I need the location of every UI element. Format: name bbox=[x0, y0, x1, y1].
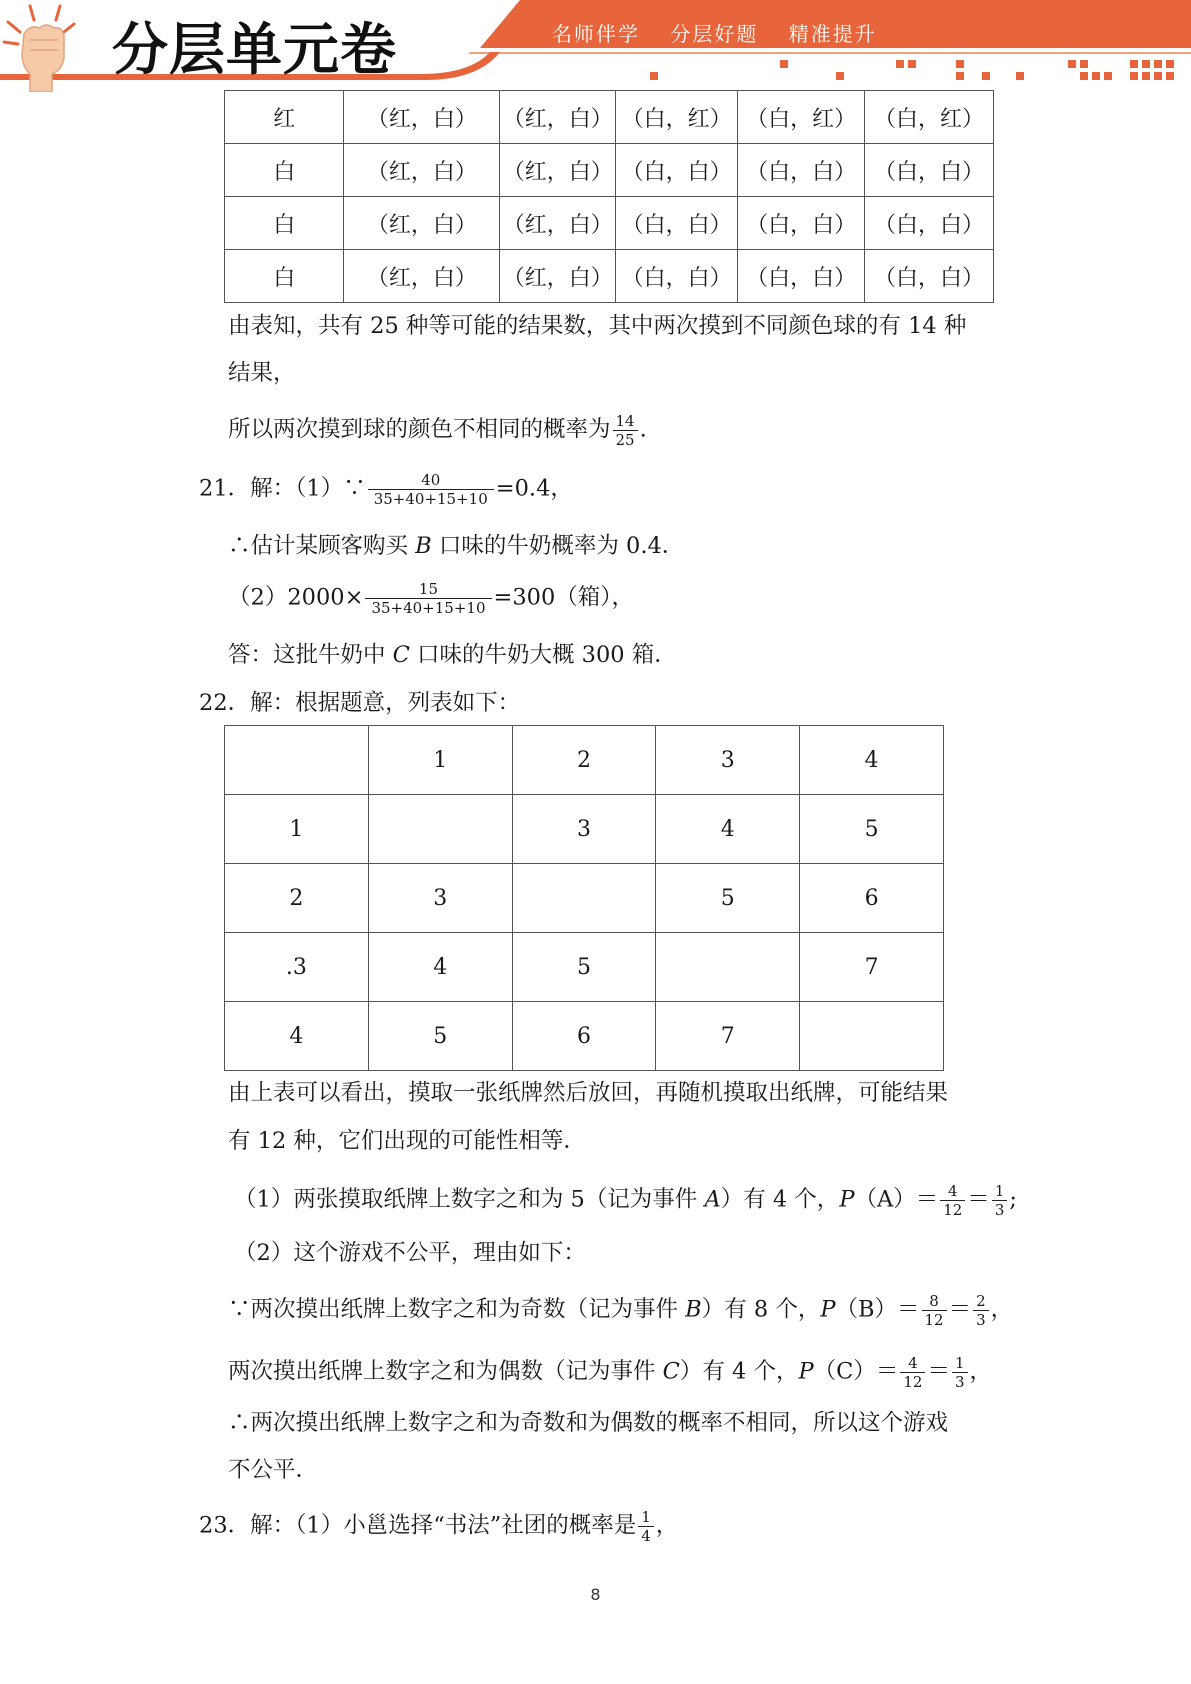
fraction-numerator: 4 bbox=[900, 1354, 925, 1373]
table-cell: （白，红） bbox=[738, 91, 865, 144]
fraction-numerator: 40 bbox=[368, 471, 494, 490]
fraction-denominator: 12 bbox=[903, 1373, 923, 1391]
fraction-numerator: 1 bbox=[952, 1354, 968, 1373]
fraction bbox=[365, 580, 491, 617]
fraction bbox=[900, 1354, 925, 1391]
table-cell: 6 bbox=[512, 1002, 656, 1071]
fraction-denominator: 4 bbox=[641, 1527, 651, 1545]
text-span: ＝ bbox=[948, 1296, 972, 1323]
text-span: ; bbox=[1009, 1186, 1017, 1213]
table-cell bbox=[225, 726, 369, 795]
variable: A bbox=[704, 1186, 721, 1213]
table-cell: （白，白） bbox=[738, 197, 865, 250]
fraction bbox=[922, 1292, 947, 1329]
table-cell: （红，白） bbox=[344, 197, 500, 250]
text-span: ）有 4 个， bbox=[720, 1186, 840, 1213]
slogan-item: 精准提升 bbox=[788, 22, 877, 46]
outcome-table-colors bbox=[224, 90, 994, 303]
table-cell bbox=[512, 864, 656, 933]
text-span: ＝ bbox=[927, 1358, 950, 1385]
text-span: ∵两次摸出纸牌上数字之和为奇数（记为事件 bbox=[228, 1296, 686, 1323]
table-cell: （白，白） bbox=[616, 250, 738, 303]
table-cell: （红，白） bbox=[500, 250, 616, 303]
page-header bbox=[0, 0, 1191, 92]
fraction bbox=[613, 412, 638, 449]
table-cell: 2 bbox=[512, 726, 656, 795]
paragraph: 不公平． bbox=[228, 1457, 319, 1483]
fraction bbox=[992, 1182, 1008, 1219]
table-cell: 红 bbox=[225, 91, 344, 144]
text-span: （B）＝ bbox=[835, 1296, 920, 1323]
table-row bbox=[225, 864, 944, 933]
text-span: （1）两张摸取纸牌上数字之和为 5（记为事件 bbox=[234, 1186, 705, 1213]
text-span: . bbox=[639, 416, 647, 443]
table-cell: 4 bbox=[656, 795, 800, 864]
variable: P bbox=[798, 1358, 814, 1385]
page-number: 8 bbox=[590, 1585, 601, 1604]
paragraph: 有 12 种，它们出现的可能性相等． bbox=[228, 1128, 586, 1154]
table-cell: 4 bbox=[800, 726, 944, 795]
text-span: 所以两次摸到球的颜色不相同的概率为 bbox=[228, 416, 611, 443]
table-row bbox=[225, 933, 944, 1002]
table-cell: （红，白） bbox=[344, 91, 500, 144]
variable: C bbox=[392, 642, 410, 668]
fraction bbox=[973, 1292, 989, 1329]
text-span: ， bbox=[969, 1358, 993, 1385]
paragraph: （2）这个游戏不公平，理由如下： bbox=[234, 1240, 586, 1266]
table-cell: 1 bbox=[225, 795, 369, 864]
text-span: 答：这批牛奶中 bbox=[228, 642, 393, 668]
table-row bbox=[225, 91, 994, 144]
fraction-denominator: 12 bbox=[924, 1311, 944, 1329]
fraction bbox=[952, 1354, 968, 1391]
brand-title: 分层单元卷 bbox=[112, 18, 397, 83]
table-cell: （白，红） bbox=[616, 91, 738, 144]
table-cell: 3 bbox=[368, 864, 512, 933]
text-span: =300（箱）， bbox=[493, 584, 635, 611]
table-cell: 7 bbox=[656, 1002, 800, 1071]
table-cell: 6 bbox=[800, 864, 944, 933]
paragraph bbox=[228, 1354, 992, 1391]
fraction-numerator: 4 bbox=[940, 1182, 965, 1201]
table-cell: （白，白） bbox=[865, 250, 994, 303]
fraction-numerator: 8 bbox=[922, 1292, 947, 1311]
question-23-line bbox=[199, 1508, 678, 1545]
table-cell: 5 bbox=[368, 1002, 512, 1071]
text-span: （A）＝ bbox=[854, 1186, 939, 1213]
variable: C bbox=[662, 1358, 680, 1385]
table-cell: 白 bbox=[225, 197, 344, 250]
table-cell: （红，白） bbox=[500, 91, 616, 144]
paragraph bbox=[228, 640, 677, 670]
slogan-item: 名师伴学 bbox=[552, 22, 640, 46]
table-cell: （白，白） bbox=[616, 144, 738, 197]
table-cell: （红，白） bbox=[500, 144, 616, 197]
table-cell: （红，白） bbox=[500, 197, 616, 250]
fraction-numerator: 1 bbox=[992, 1182, 1008, 1201]
text-span: ）有 4 个， bbox=[679, 1358, 799, 1385]
table-cell: 5 bbox=[800, 795, 944, 864]
table-row bbox=[225, 1002, 944, 1071]
table-cell: 5 bbox=[512, 933, 656, 1002]
text-span: 口味的牛奶大概 300 箱． bbox=[409, 642, 677, 668]
table-cell: （白，白） bbox=[865, 144, 994, 197]
fraction-denominator: 3 bbox=[994, 1201, 1005, 1219]
table-row bbox=[225, 726, 944, 795]
header-slogan bbox=[552, 18, 899, 47]
text-span: （C）＝ bbox=[813, 1358, 899, 1385]
question-21-line bbox=[199, 471, 573, 508]
table-cell: 1 bbox=[368, 726, 512, 795]
table-cell: （白，白） bbox=[738, 250, 865, 303]
paragraph bbox=[228, 580, 634, 617]
slogan-item: 分层好题 bbox=[670, 22, 759, 46]
fraction-numerator: 14 bbox=[613, 412, 638, 431]
fraction-denominator: 3 bbox=[954, 1373, 965, 1391]
table-cell: 白 bbox=[225, 144, 344, 197]
text-span: ∴估计某顾客购买 bbox=[228, 533, 416, 559]
fraction-denominator: 12 bbox=[943, 1201, 963, 1219]
paragraph: 由表知，共有 25 种等可能的结果数，其中两次摸到不同颜色球的有 14 种 bbox=[228, 313, 967, 339]
paragraph bbox=[234, 1182, 1017, 1219]
table-cell: （白，红） bbox=[865, 91, 994, 144]
table-cell: 5 bbox=[656, 864, 800, 933]
text-span: ， bbox=[655, 1512, 679, 1539]
fraction-denominator: 35+40+15+10 bbox=[373, 490, 488, 508]
table-cell: （红，白） bbox=[344, 144, 500, 197]
table-cell: （白，白） bbox=[865, 197, 994, 250]
table-row bbox=[225, 250, 994, 303]
fraction-numerator: 1 bbox=[638, 1508, 654, 1527]
variable: P bbox=[839, 1186, 855, 1213]
table-cell: （白，白） bbox=[738, 144, 865, 197]
table-row bbox=[225, 144, 994, 197]
paragraph: 结果， bbox=[228, 360, 296, 386]
fraction-denominator: 3 bbox=[976, 1311, 986, 1329]
fraction bbox=[638, 1508, 654, 1545]
paragraph: 由上表可以看出，摸取一张纸牌然后放回，再随机摸取出纸牌，可能结果 bbox=[228, 1080, 949, 1106]
fraction-denominator: 25 bbox=[615, 431, 635, 449]
variable: P bbox=[820, 1296, 836, 1323]
question-22-heading: 22．解：根据题意，列表如下： bbox=[199, 690, 521, 716]
table-cell: （红，白） bbox=[344, 250, 500, 303]
table-cell: 4 bbox=[225, 1002, 369, 1071]
fraction-numerator: 2 bbox=[973, 1292, 989, 1311]
table-cell: （白，白） bbox=[616, 197, 738, 250]
text-span: 两次摸出纸牌上数字之和为偶数（记为事件 bbox=[228, 1358, 663, 1385]
variable: B bbox=[415, 533, 432, 559]
text-span: ， bbox=[990, 1296, 1014, 1323]
text-span: =0.4， bbox=[495, 475, 573, 502]
text-span: 23．解：（1）小邕选择“书法”社团的概率是 bbox=[199, 1512, 637, 1539]
fist-icon bbox=[0, 0, 82, 92]
fraction bbox=[940, 1182, 965, 1219]
text-span: 21．解：（1）∵ bbox=[199, 475, 366, 502]
paragraph: ∴两次摸出纸牌上数字之和为奇数和为偶数的概率不相同，所以这个游戏 bbox=[228, 1410, 949, 1436]
text-span: ）有 8 个， bbox=[701, 1296, 821, 1323]
fraction-numerator: 15 bbox=[365, 580, 491, 599]
paragraph bbox=[228, 412, 647, 449]
table-cell: .3 bbox=[225, 933, 369, 1002]
table-cell bbox=[368, 795, 512, 864]
table-cell: 4 bbox=[368, 933, 512, 1002]
text-span: （2）2000× bbox=[228, 584, 364, 611]
table-cell bbox=[800, 1002, 944, 1071]
fraction-denominator: 35+40+15+10 bbox=[371, 599, 486, 617]
sum-table bbox=[224, 725, 944, 1071]
text-span: ＝ bbox=[967, 1186, 990, 1213]
table-cell: 白 bbox=[225, 250, 344, 303]
variable: B bbox=[685, 1296, 702, 1323]
table-row bbox=[225, 795, 944, 864]
paragraph bbox=[228, 531, 684, 561]
table-cell: 2 bbox=[225, 864, 369, 933]
table-row bbox=[225, 197, 994, 250]
fraction bbox=[368, 471, 494, 508]
table-cell: 3 bbox=[512, 795, 656, 864]
table-cell: 3 bbox=[656, 726, 800, 795]
text-span: 口味的牛奶概率为 0.4． bbox=[431, 533, 685, 559]
paragraph bbox=[228, 1292, 1013, 1329]
table-cell: 7 bbox=[800, 933, 944, 1002]
table-cell bbox=[656, 933, 800, 1002]
